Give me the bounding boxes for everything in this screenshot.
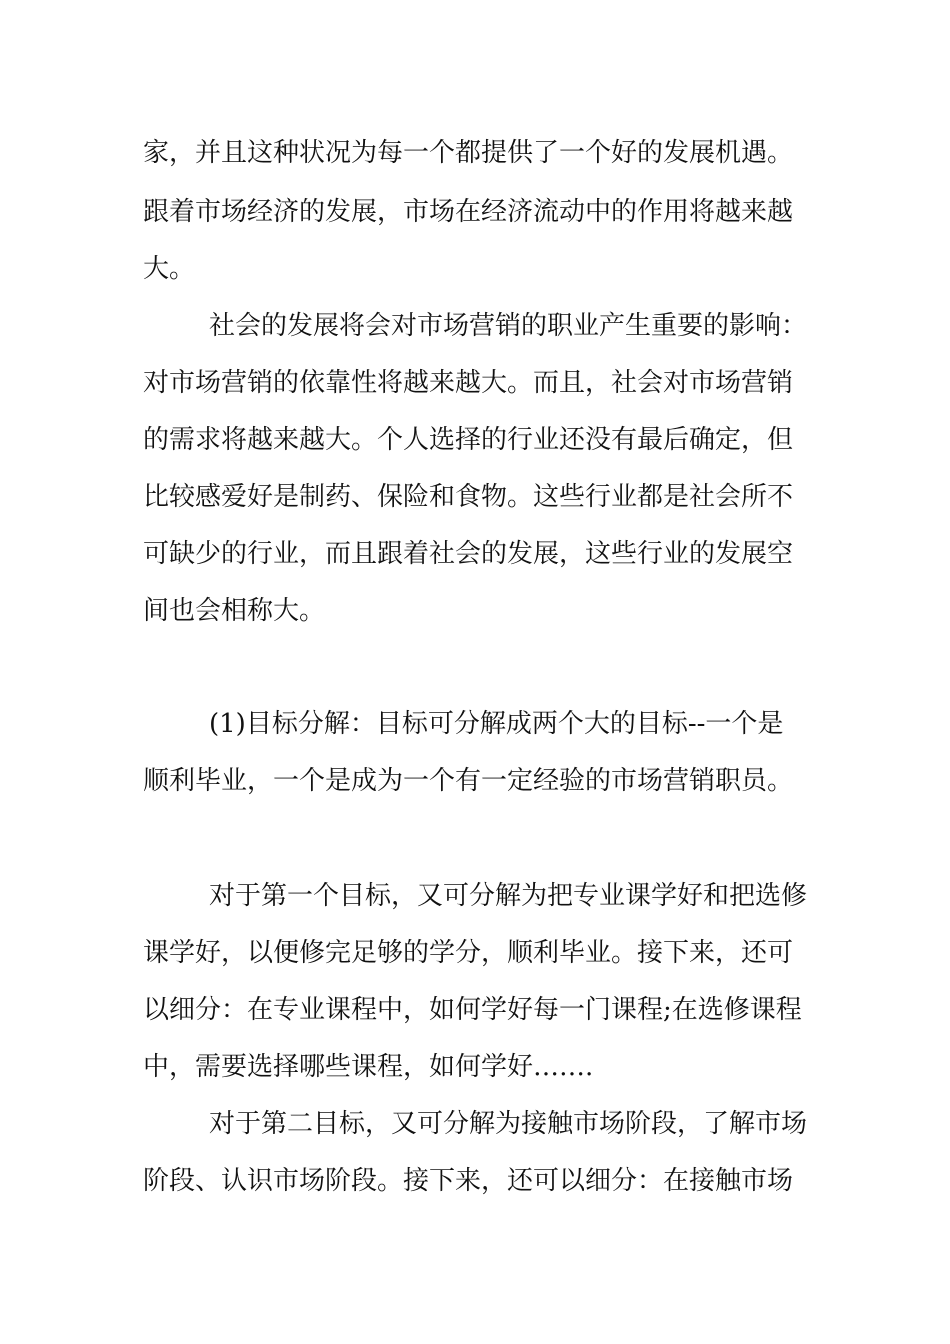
paragraph-start-line: 对于第一个目标，又可分解为把专业课学好和把选修 (209, 881, 808, 911)
text-line: 中，需要选择哪些课程，如何学好……. (143, 1052, 594, 1082)
text-line: 课学好，以便修完足够的学分，顺利毕业。接下来，还可 (143, 938, 794, 968)
text-line: 可缺少的行业，而且跟着社会的发展，这些行业的发展空 (143, 539, 794, 569)
text-line: 跟着市场经济的发展，市场在经济流动中的作用将越来越 (143, 197, 794, 227)
paragraph-start-line: 社会的发展将会对市场营销的职业产生重要的影响： (209, 311, 808, 341)
text-line: 以细分：在专业课程中，如何学好每一门课程;在选修课程 (143, 995, 802, 1025)
text-line: 家，并且这种状况为每一个都提供了一个好的发展机遇。 (143, 138, 794, 168)
text-line: 比较感爱好是制药、保险和食物。这些行业都是社会所不 (143, 482, 794, 512)
text-line: 对市场营销的依靠性将越来越大。而且，社会对市场营销 (143, 368, 794, 398)
text-line: 阶段、认识市场阶段。接下来，还可以细分：在接触市场 (143, 1166, 794, 1196)
text-line: 顺利毕业，一个是成为一个有一定经验的市场营销职员。 (143, 766, 794, 796)
paragraph-start-line: (1)目标分解：目标可分解成两个大的目标--一个是 (209, 709, 784, 739)
text-line: 大。 (143, 254, 196, 284)
text-line: 间也会相称大。 (143, 596, 326, 626)
text-line: 的需求将越来越大。个人选择的行业还没有最后确定，但 (143, 425, 794, 455)
paragraph-start-line: 对于第二目标，又可分解为接触市场阶段，了解市场 (209, 1109, 808, 1139)
